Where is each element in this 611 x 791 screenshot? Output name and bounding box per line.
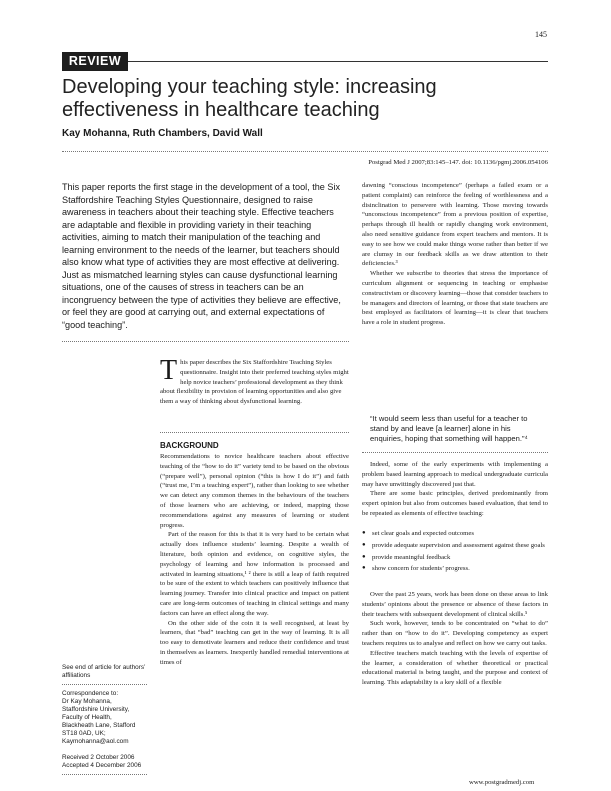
column3-middle [362,460,548,519]
body-paragraph: There are some basic principles, derived predominantly from expert opinion but also from outcomes based evaluation, that tend to be repeated as elements of effective teaching: [362,490,548,517]
header-rule [128,61,548,62]
body-paragraph: Whether we subscribe to theories that stress the importance of curriculum alignment or sequencing in teaching or emphasise constructivism or discovery learning—those that consider teachers to be managers and directors of learning, or those that state teachers are best employed as facilitators of learning—it is clear that teachers have a role in student progress. [362,270,548,327]
correspondence-line: Faculty of Health, [62,714,112,721]
list-item: ● show concern for students’ progress. [362,564,548,574]
author-divider [62,151,548,152]
received-date: Received 2 October 2006 [62,754,135,761]
correspondence-line: Dr Kay Mohanna, [62,698,112,705]
body-paragraph: Over the past 25 years, work has been done on these areas to link students’ opinions about the presence or absence of these factors in their teachers with subsequent development of clinical skills.⁵ [362,591,548,618]
sidebar-divider [62,684,147,685]
page-number: 145 [535,30,547,39]
affiliations-note: See end of article for authors’ affiliations [62,664,146,679]
body-paragraph: Part of the reason for this is that it is very hard to be certain what actually does influence students’ learning. Despite a wealth of literature, both opinion and evidence, on cognitive styles, the psychology of learning and how information is processed and activated in learning situations,¹ ² there is still a leap of faith required to be sure of the extent to which teachers can positively influence that learning journey. Transfer into clinical practice and impact on patient care are long-term outcomes of teaching in clinical settings and many factors can have an effect along the way. [160,531,349,617]
body-paragraph: Recommendations to novice healthcare teachers about effective teaching of the “how to do it” variety tend to be based on the obvious (“prepare well”), personal opinion (“this is how I do it”) and faith (“trust me, I’m a teaching expert”), rather than looking to see whether we can detect any common themes in the behaviours of the teachers of those learners who are achieving, or indeed, mapping those recommendations against any measures of learning or student progress. [160,453,349,529]
abstract-divider [62,341,349,342]
background-body [160,452,349,668]
pull-quote: “It would seem less than useful for a teacher to stand by and leave [a learner] alone in his enquiries, hoping that something will happen.”⁴ [370,414,528,443]
body-paragraph: Effective teachers match teaching with the levels of expertise of the learner, a consideration of whether theoretical or practical educational material is being taught, and the purpose and context of learning. This adaptability is a key skill of a flexible [362,649,548,687]
abstract: This paper reports the first stage in the development of a tool, the Six Staffordshire Teaching Styles Questionnaire, designed to raise awareness in teachers about their teaching style. Effective teachers are adaptable and flexible in providing variety in their teaching activities, aiming to match their manipulation of the teaching and learning environment to the needs of the learner, but teachers should also know what type of activities they are most effective at delivering. Just as mismatched learning styles can cause dysfunctional learning situations, one of the causes of stress in teachers can be an incongruency between the type of activities they believe are effective, or feel they are good at carrying out, and external expectations of “good teaching”. [62,182,341,330]
list-item: ● provide adequate supervision and assessment against these goals [362,541,548,551]
body-paragraph: Indeed, some of the early experiments with implementing a problem based learning approach to medical undergraduate curricula may have unwittingly discovered just that. [362,461,548,488]
section-label: REVIEW [62,52,128,71]
correspondence-line: Blackheath Lane, Stafford [62,722,136,729]
submission-dates [62,754,150,770]
correspondence-line: ST18 0AD, UK; [62,730,106,737]
correspondence-line: Correspondence to: [62,690,119,697]
body-paragraph: dawning “conscious incompetence” (perhaps a failed exam or a patient complaint) can reinforce the feeling of worthlessness and a disinclination to persevere with learning. Those moving towards “unconscious incompetence” from a previous position of expertise, perhaps through ill health or rapidly changing work environment, also need sensitive guidance from expert teachers and mentors. It is easy to see how we could make things worse rather than better if we are clumsy in our feedback skills as we draw attention to their deficiencies.³ [362,182,548,268]
correspondence-block [62,690,150,746]
intro-text: his paper describes the Six Staffordshire Teaching Styles questionnaire. Insight into their preferred teaching styles might help novice teachers’ professional development as they think about flexibility in provision of learning opportunities and also give them a way of thinking about dysfunctional learning. [160,359,349,406]
body-paragraph: Such work, however, tends to be concentrated on “what to do” rather than on “how to do it”. Developing competency as expert teachers requires us to analyse and reflect on how we carry out tasks. [362,620,548,647]
article-title: Developing your teaching style: increasing effectiveness in healthcare teaching [62,76,437,121]
list-item: ● provide meaningful feedback [362,553,548,563]
correspondence-email: Kaymohanna@aol.com [62,738,129,745]
intro-paragraph [160,355,349,407]
effective-teaching-list [362,529,548,576]
accepted-date: Accepted 4 December 2006 [62,762,142,769]
sidebar-divider [62,774,147,775]
intro-divider [160,432,349,433]
column3-top [362,181,548,328]
pull-quote-divider [362,452,548,453]
list-item: ● set clear goals and expected outcomes [362,529,548,539]
journal-website: www.postgradmedj.com [469,779,535,786]
column3-bottom [362,590,548,688]
author-list: Kay Mohanna, Ruth Chambers, David Wall [62,128,263,139]
body-paragraph: On the other side of the coin it is well recognised, at least by learners, that “bad” teaching can get in the way of learning. It is all too easy to demotivate learners and reduce their confidence and trust in themselves as learners. Inexpertly handled remedial interventions at times of [160,619,349,666]
correspondence-line: Staffordshire University, [62,706,130,713]
citation-line: Postgrad Med J 2007;83:145–147. doi: 10.1136/pgmj.2006.054106 [368,159,548,166]
section-heading-background: BACKGROUND [160,441,219,450]
drop-cap: T [160,355,178,386]
